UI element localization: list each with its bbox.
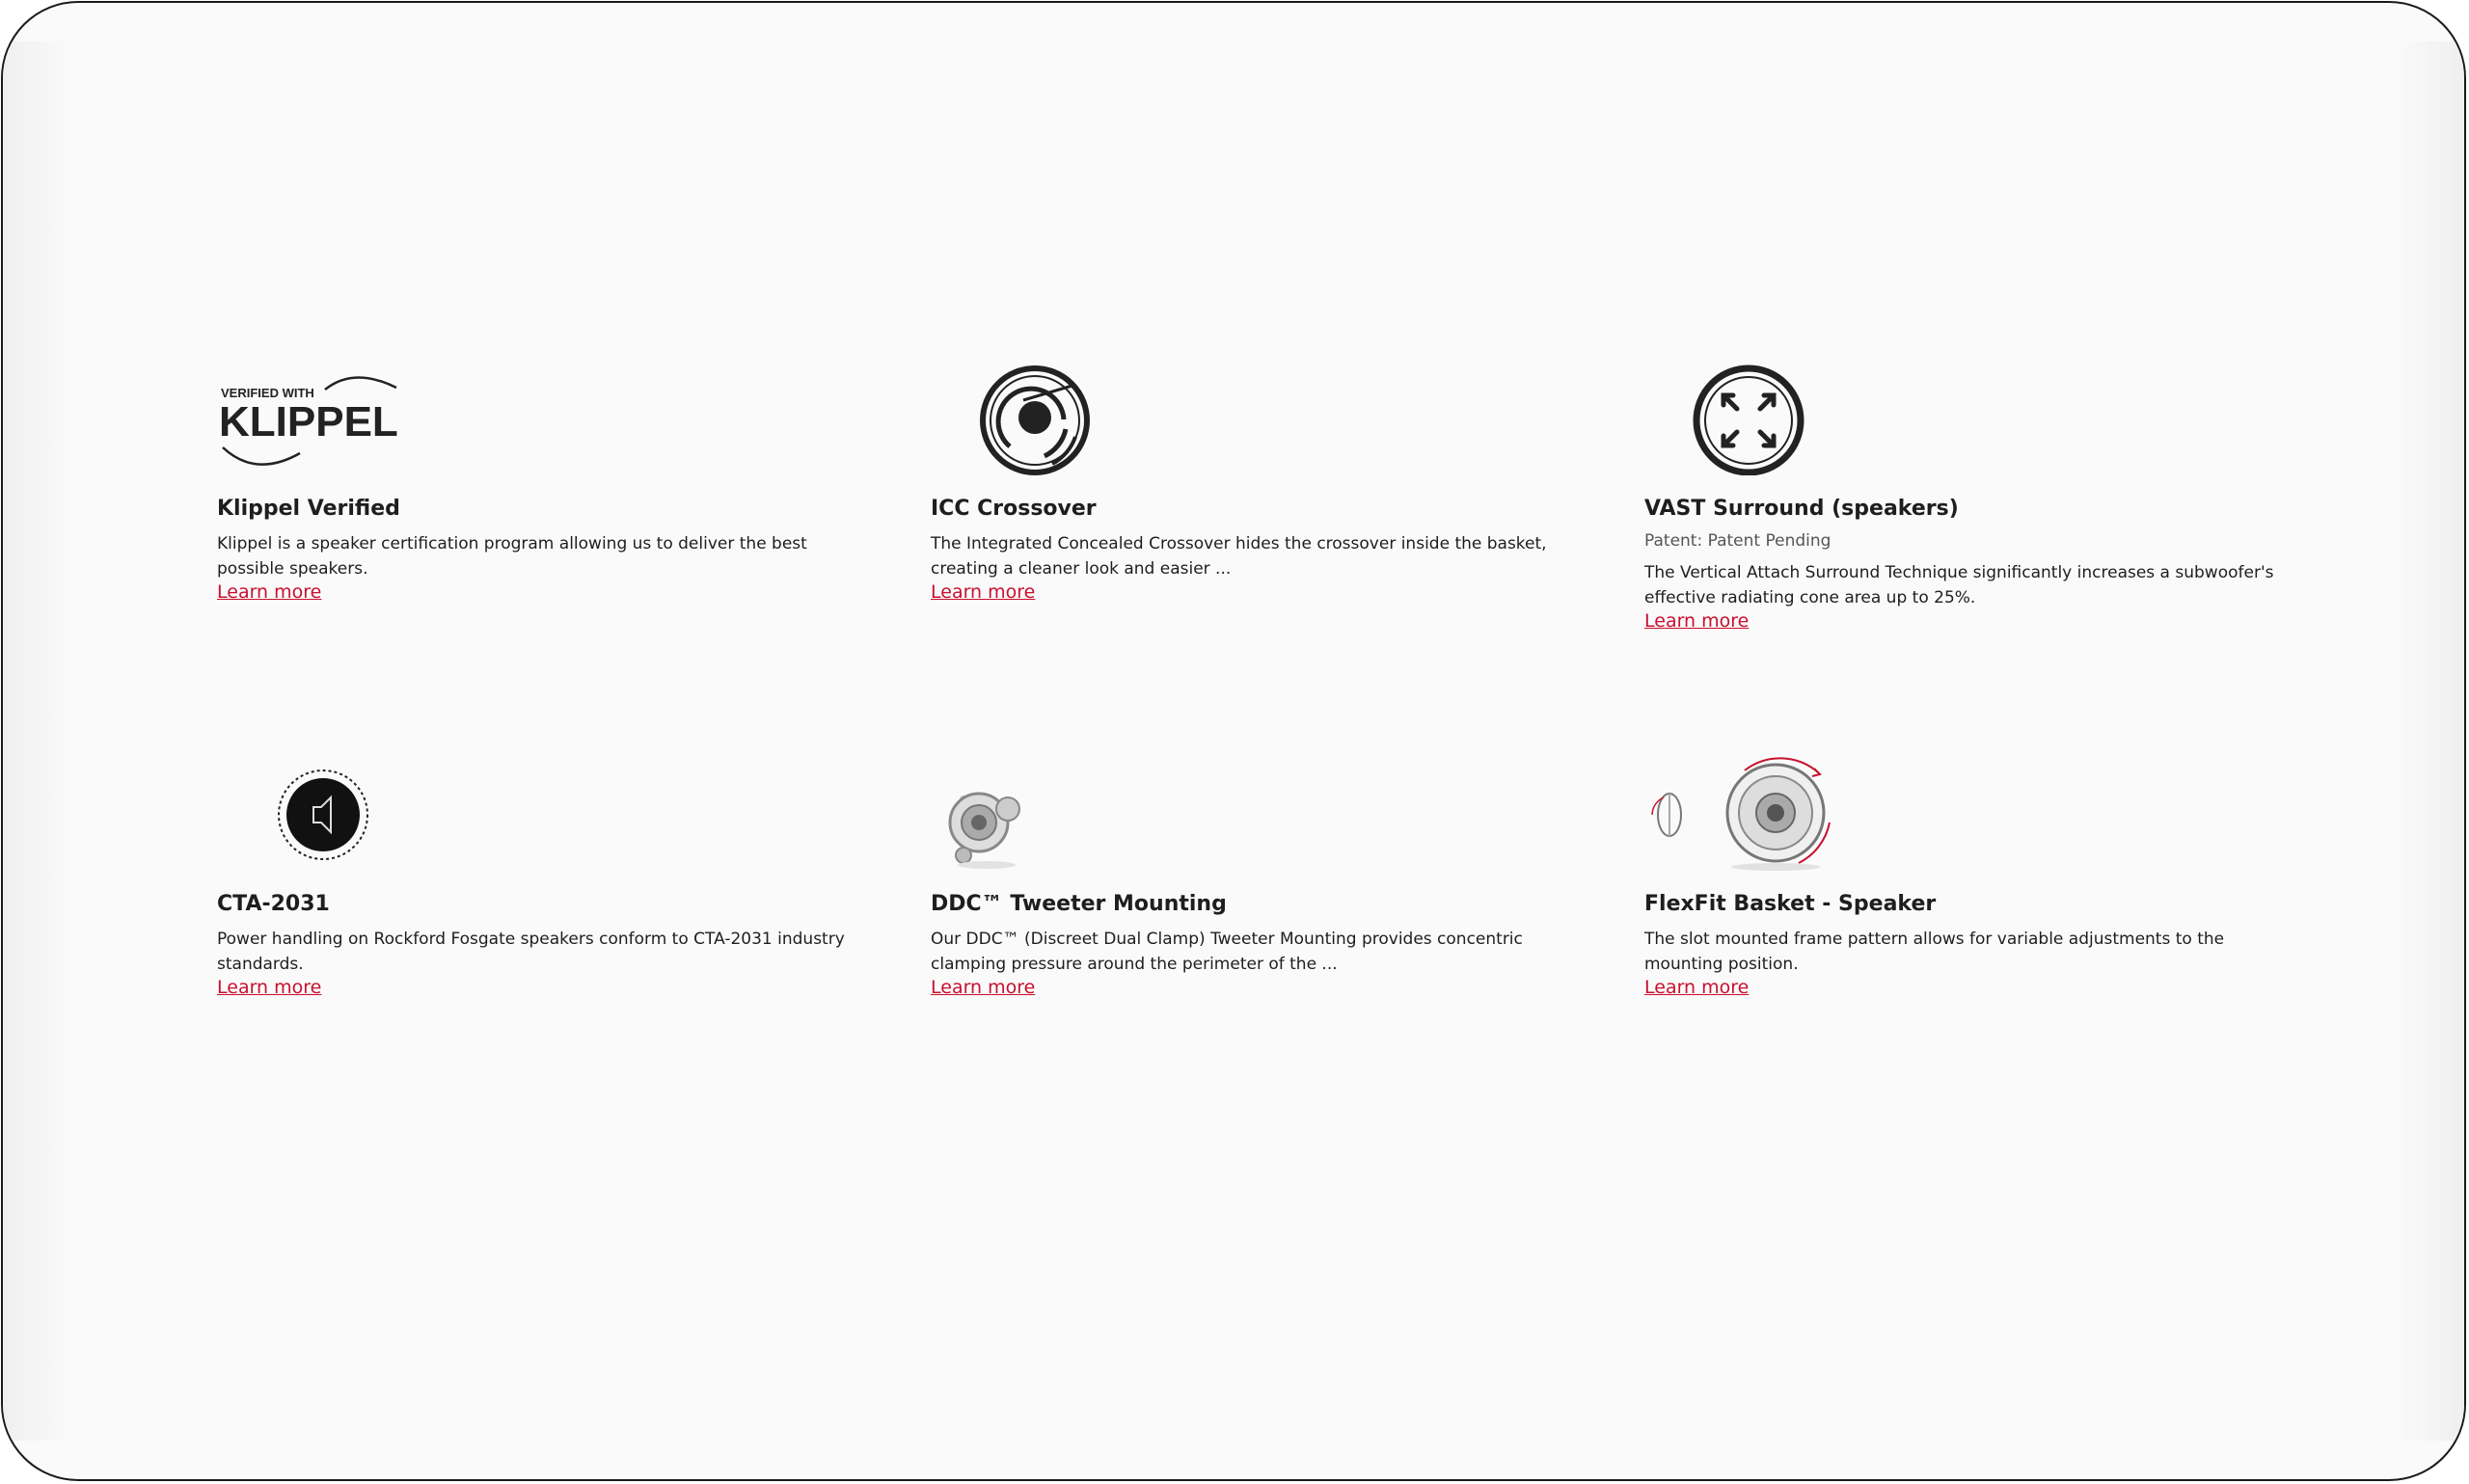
feature-title: DDC™ Tweeter Mounting	[931, 892, 1227, 916]
cta-2031-badge-icon	[217, 755, 439, 871]
feature-description: Power handling on Rockford Fosgate speakers conform to CTA-2031 industry standards.	[217, 930, 845, 974]
learn-more-link[interactable]: Learn more	[931, 977, 1036, 998]
feature-title: VAST Surround (speakers)	[1644, 497, 1959, 521]
feature-description: Klippel is a speaker certification program allowing us to deliver the best possible speakers.	[217, 534, 807, 579]
feature-title: FlexFit Basket - Speaker	[1644, 892, 1937, 916]
feature-card-icc-crossover	[931, 356, 1644, 751]
feature-card-klippel	[217, 356, 931, 751]
feature-description: The slot mounted frame pattern allows for variable adjustments to the mounting position.	[1644, 930, 2225, 974]
features-grid	[217, 356, 2281, 1147]
feature-card-vast-surround	[1644, 356, 2281, 751]
klippel-logo	[217, 356, 931, 479]
klippel-logo-big-text: KLIPPEL	[219, 398, 398, 445]
feature-title: ICC Crossover	[931, 497, 1097, 521]
learn-more-link[interactable]: Learn more	[931, 581, 1036, 603]
klippel-logo-small-text: VERIFIED WITH	[221, 386, 314, 400]
edge-shade	[3, 41, 70, 1441]
feature-patent-status: Patent: Patent Pending	[1644, 531, 1831, 551]
flexfit-basket-icon	[1644, 755, 1866, 871]
browser-viewport	[1, 1, 2466, 1481]
icc-crossover-icon	[931, 360, 1153, 475]
learn-more-link[interactable]: Learn more	[1644, 977, 1750, 998]
learn-more-link[interactable]: Learn more	[1644, 610, 1750, 632]
feature-title: Klippel Verified	[217, 497, 400, 521]
feature-description: Our DDC™ (Discreet Dual Clamp) Tweeter Mounting provides concentric clamping pressure around the perimeter of the ...	[931, 930, 1523, 974]
feature-description: The Integrated Concealed Crossover hides the crossover inside the basket, creating a cleaner look and easier ...	[931, 534, 1547, 579]
feature-title: CTA-2031	[217, 892, 330, 916]
feature-description: The Vertical Attach Surround Technique significantly increases a subwoofer's effective radiating cone area up to 25%.	[1644, 563, 2274, 607]
ddc-tweeter-mount-icon	[931, 755, 1153, 871]
feature-card-flexfit-basket	[1644, 751, 2281, 1147]
learn-more-link[interactable]: Learn more	[217, 581, 322, 603]
learn-more-link[interactable]: Learn more	[217, 977, 322, 998]
feature-card-cta-2031	[217, 751, 931, 1147]
edge-shade	[2397, 41, 2464, 1441]
vast-surround-icon	[1644, 360, 1866, 475]
feature-card-ddc-tweeter-mounting	[931, 751, 1644, 1147]
